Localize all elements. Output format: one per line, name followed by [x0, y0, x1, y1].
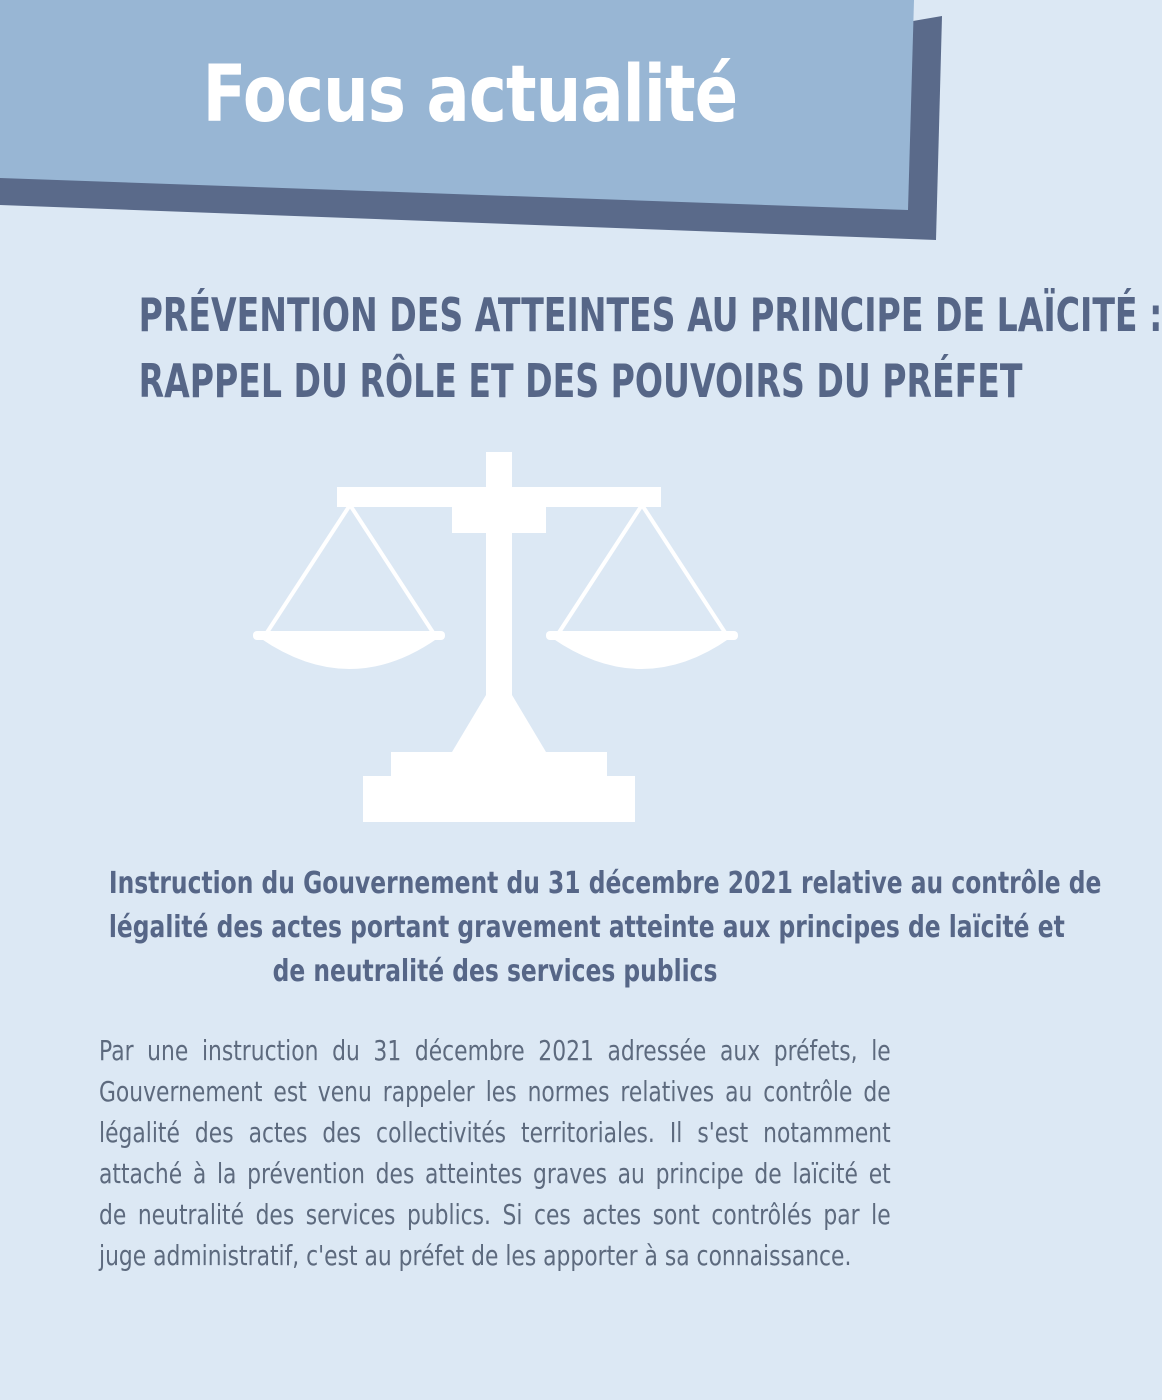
- body-line: Par une instruction du 31 décembre 2021 adressée aux préfets, le: [99, 1034, 891, 1067]
- body-line: attaché à la prévention des atteintes graves au principe de laïcité et: [99, 1157, 891, 1190]
- body-line: légalité des actes des collectivités territoriales. Il s'est notamment: [99, 1116, 891, 1149]
- body-line: juge administratif, c'est au préfet de les apporter à sa connaissance.: [99, 1239, 852, 1272]
- subtitle-line-3: de neutralité des services publics: [272, 954, 718, 989]
- subtitle-line-1: Instruction du Gouvernement du 31 décembre 2021 relative au contrôle de: [108, 866, 1102, 901]
- headline-line-2: RAPPEL DU RÔLE ET DES POUVOIRS DU PRÉFET: [138, 354, 1023, 408]
- body-line: de neutralité des services publics. Si ces actes sont contrôlés par le: [99, 1198, 891, 1231]
- body-line: Gouvernement est venu rappeler les normes relatives au contrôle de: [99, 1075, 891, 1108]
- scales-of-justice-icon: [250, 450, 740, 825]
- header-banner: [0, 0, 990, 250]
- subtitle-line-2: légalité des actes portant gravement atteinte aux principes de laïcité et: [108, 910, 1065, 945]
- body-paragraph: [99, 1030, 891, 1276]
- headline: [138, 282, 1162, 414]
- page-title: Focus actualité: [202, 50, 738, 140]
- subtitle: [108, 862, 1102, 994]
- headline-line-1: PRÉVENTION DES ATTEINTES AU PRINCIPE DE LAÏCITÉ :: [138, 288, 1162, 342]
